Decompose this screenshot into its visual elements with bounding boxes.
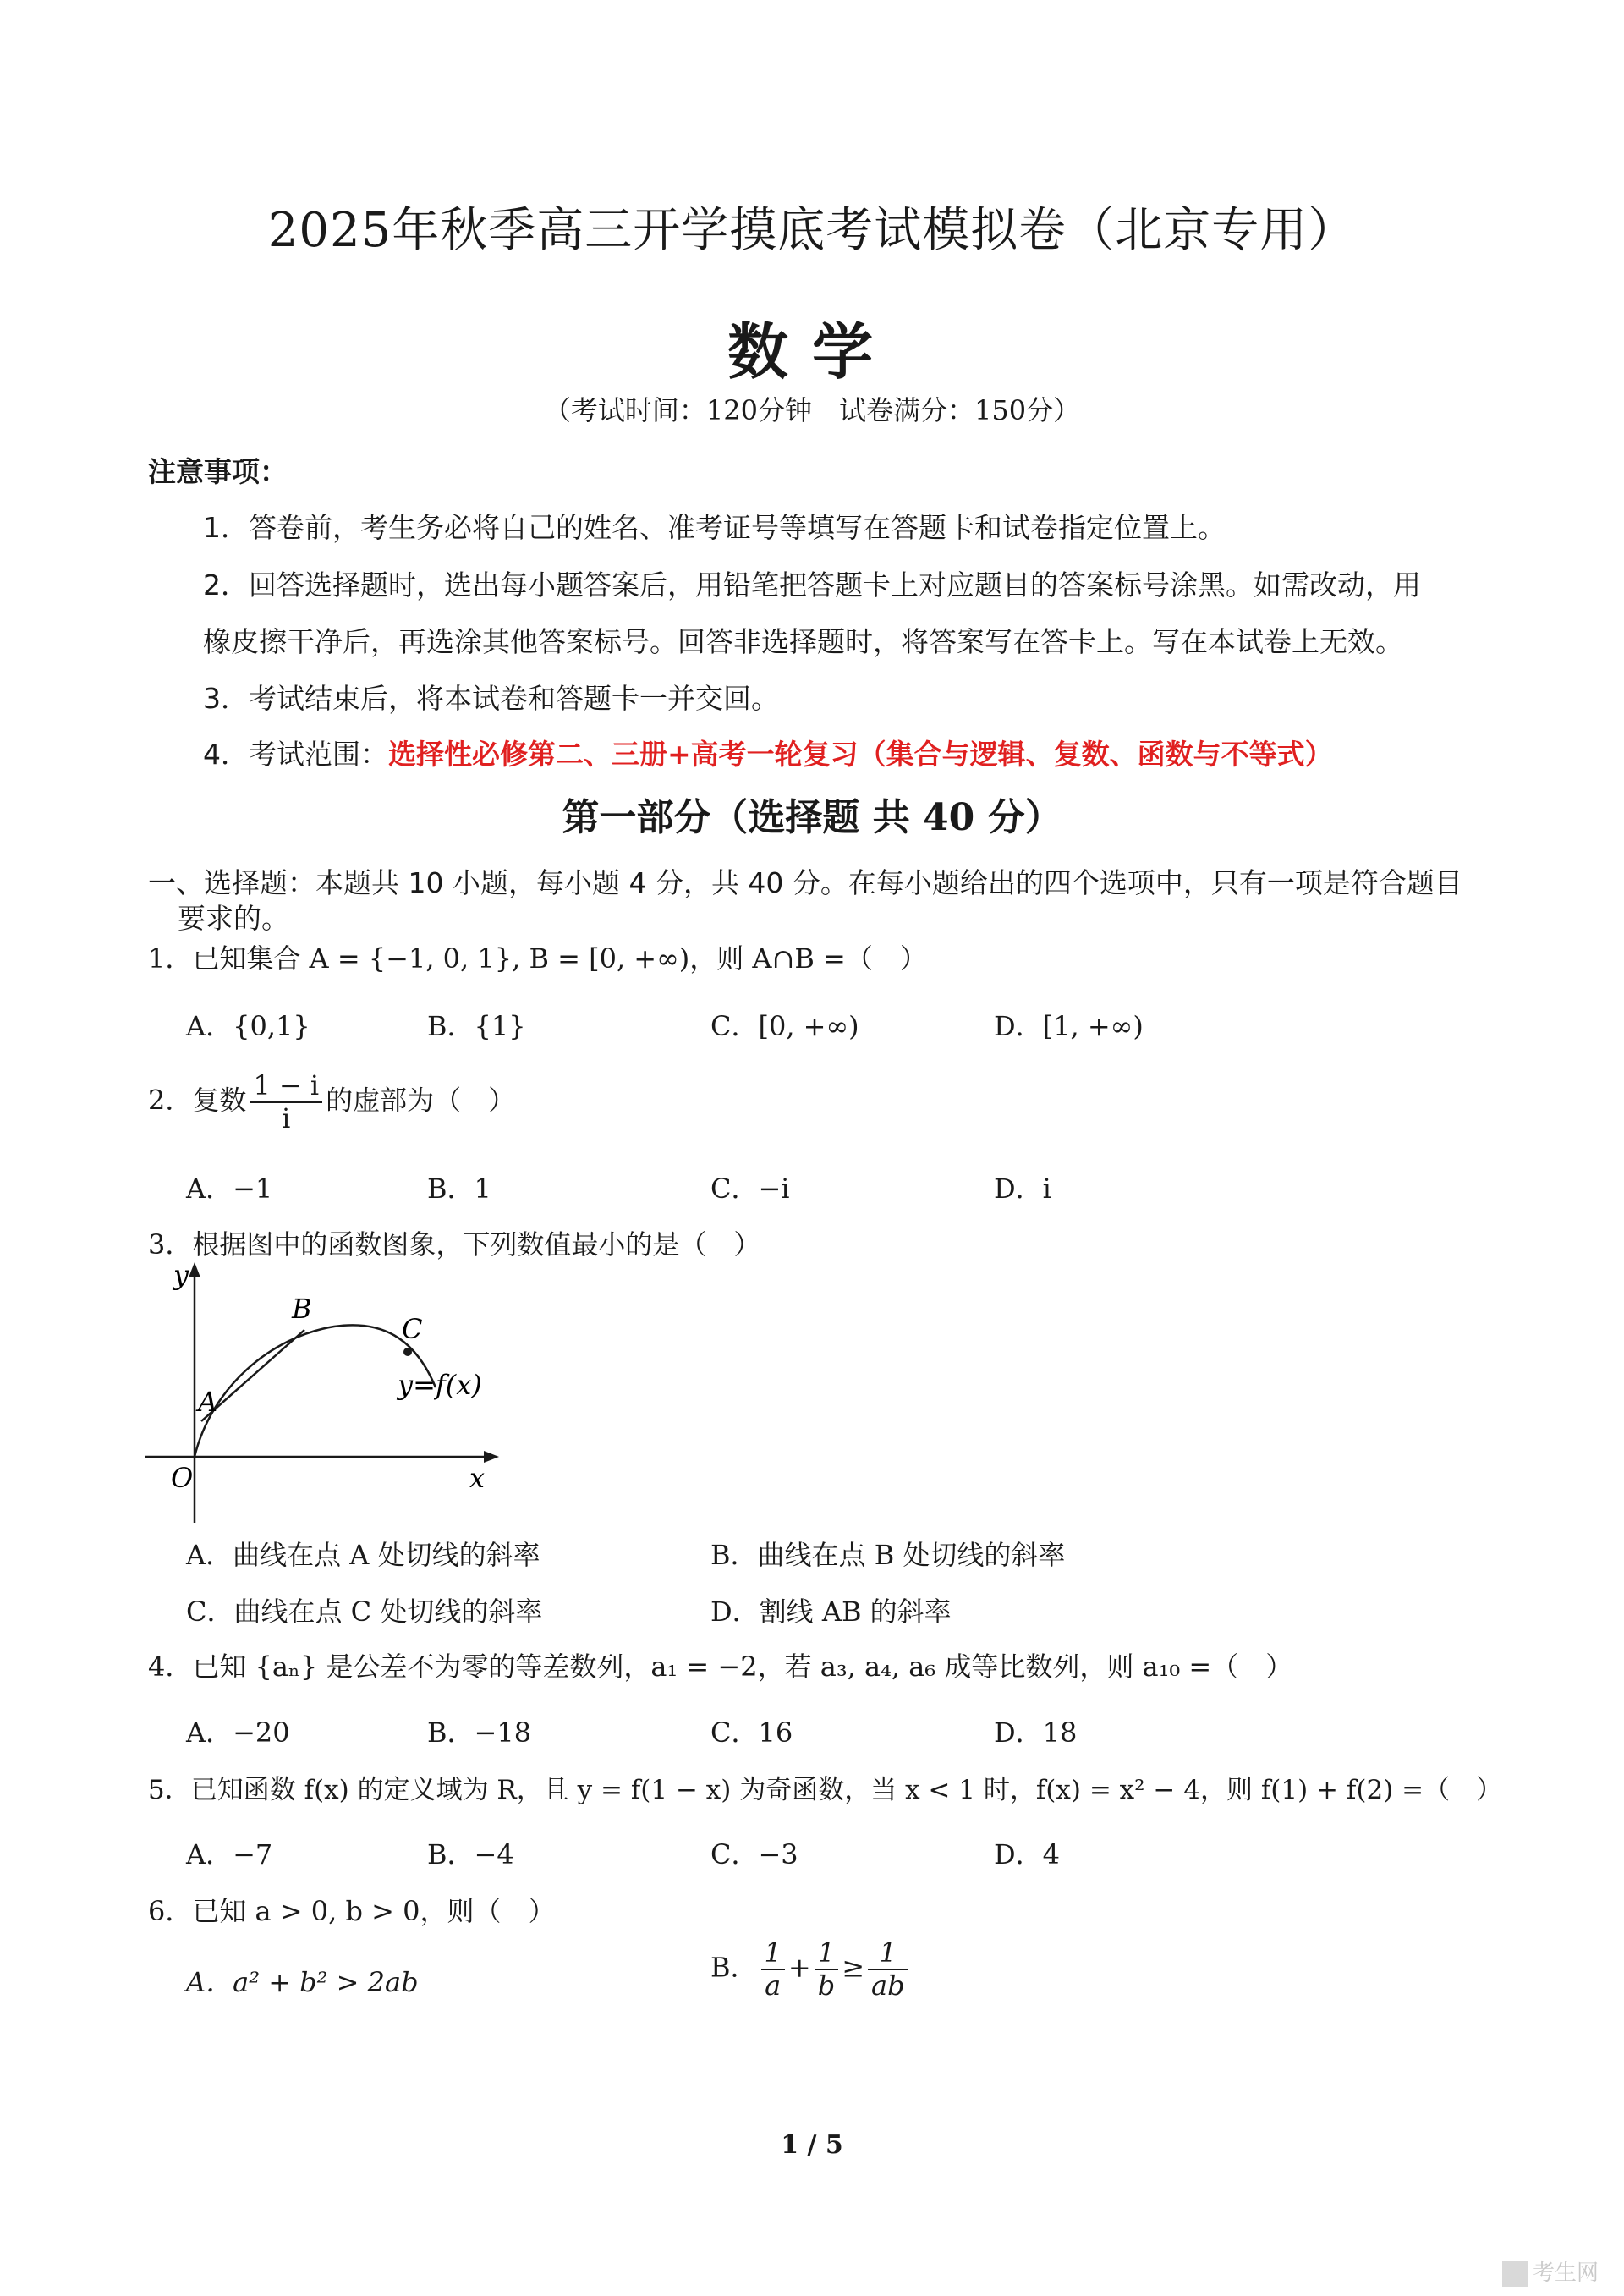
question-4-option-b: B．−18 (427, 1717, 532, 1749)
question-6-option-b-prefix: B． (710, 1951, 758, 1984)
watermark-logo-icon (1502, 2261, 1528, 2287)
fraction-2-numerator: 1 (815, 1937, 838, 1970)
question-2-stem (148, 1070, 515, 1134)
question-2-option-b: B．1 (427, 1173, 491, 1205)
question-3-option-a: A．曲线在点 A 处切线的斜率 (186, 1539, 540, 1571)
fraction-2-denominator: b (817, 1969, 836, 2002)
question-3-option-c: C．曲线在点 C 处切线的斜率 (186, 1596, 543, 1628)
page-number: 1 / 5 (781, 2130, 843, 2160)
point-c-marker (403, 1348, 412, 1356)
question-1-option-a: A．{0,1} (186, 1010, 310, 1042)
question-4-option-c: C．16 (710, 1717, 793, 1749)
question-5-option-b: B．−4 (427, 1838, 514, 1870)
fraction-1-over-b (815, 1937, 838, 2002)
question-4-stem: 4．已知 {aₙ} 是公差不为零的等差数列，a₁ = −2，若 a₃, a₄, a₆ 成等比数列，则 a₁₀ =（ ） (148, 1651, 1293, 1683)
section-intro-line-2: 要求的。 (178, 902, 289, 935)
fraction-1-numerator: 1 (761, 1937, 785, 1970)
question-2-fraction (250, 1070, 322, 1134)
watermark (1502, 2255, 1599, 2287)
question-3-option-b: B．曲线在点 B 处切线的斜率 (710, 1539, 1066, 1571)
fraction-1-over-ab (868, 1937, 908, 2002)
question-2-prefix: 2．复数 (148, 1084, 247, 1117)
point-a-label: A (198, 1386, 218, 1418)
point-b-label: B (292, 1293, 312, 1325)
question-2-denominator: i (282, 1101, 291, 1134)
exam-title: 2025年秋季高三开学摸底考试模拟卷（北京专用） (267, 203, 1357, 258)
notice-item-4-prefix: 4．考试范围： (203, 738, 388, 771)
y-axis-arrow-icon (189, 1262, 200, 1277)
curve-label: y=f(x) (398, 1369, 482, 1401)
x-axis-arrow-icon (484, 1451, 499, 1463)
notice-heading: 注意事项： (148, 455, 288, 488)
notice-item-3: 3．考试结束后，将本试卷和答题卡一并交回。 (203, 682, 779, 715)
question-3-stem: 3．根据图中的函数图象，下列数值最小的是（ ） (148, 1228, 761, 1261)
question-2-suffix: 的虚部为（ ） (326, 1084, 516, 1117)
fraction-3-denominator: ab (871, 1969, 905, 2002)
exam-scope: 选择性必修第二、三册+高考一轮复习（集合与逻辑、复数、函数与不等式） (388, 738, 1333, 771)
question-6-option-a: A．a² + b² > 2ab (186, 1966, 419, 1998)
section-intro-line-1: 一、选择题：本题共 10 小题，每小题 4 分，共 40 分。在每小题给出的四个选项中，只有一项是符合题目 (148, 866, 1462, 899)
question-2-option-a: A．−1 (186, 1173, 273, 1205)
notice-item-1: 1．答卷前，考生务必将自己的姓名、准考证号等填写在答题卡和试卷指定位置上。 (203, 511, 1226, 544)
question-6-stem: 6．已知 a > 0, b > 0，则（ ） (148, 1895, 556, 1927)
origin-label: O (171, 1462, 194, 1494)
notice-item-2-line-2: 橡皮擦干净后，再选涂其他答案标号。回答非选择题时，将答案写在答卡上。写在本试卷上无效。 (203, 625, 1403, 658)
exam-info: （考试时间：120分钟 试卷满分：150分） (543, 394, 1081, 426)
question-4-option-a: A．−20 (186, 1717, 290, 1749)
fraction-1-denominator: a (765, 1969, 782, 2002)
notice-item-2-line-1: 2．回答选择题时，选出每小题答案后，用铅笔把答题卡上对应题目的答案标号涂黑。如需改动，用 (203, 569, 1421, 601)
subject-title: 数学 (727, 316, 897, 387)
fraction-1-over-a (761, 1937, 785, 2002)
question-5-option-c: C．−3 (710, 1838, 798, 1870)
question-6-option-b (710, 1937, 912, 2002)
watermark-text: 考生网 (1532, 2260, 1599, 2286)
question-5-stem: 5．已知函数 f(x) 的定义域为 R，且 y = f(1 − x) 为奇函数，当 x < 1 时，f(x) = x² − 4，则 f(1) + f(2) =（ ） (148, 1775, 1503, 1805)
question-2-option-d: D．i (994, 1173, 1051, 1205)
greater-equal-sign: ≥ (842, 1951, 864, 1984)
function-graph (135, 1261, 508, 1531)
question-1-option-d: D．[1, +∞) (994, 1010, 1144, 1042)
question-1-stem: 1．已知集合 A = {−1, 0, 1}, B = [0, +∞)，则 A∩B =（ ） (148, 942, 927, 975)
question-2-numerator: 1 − i (250, 1070, 322, 1103)
plus-sign: + (787, 1951, 811, 1984)
question-3-option-d: D．割线 AB 的斜率 (710, 1596, 952, 1628)
fraction-3-numerator: 1 (868, 1937, 908, 1970)
question-4-option-d: D．18 (994, 1717, 1078, 1749)
notice-item-4 (203, 733, 1333, 772)
section-title: 第一部分（选择题 共 40 分） (562, 796, 1062, 839)
question-2-option-c: C．−i (710, 1173, 790, 1205)
question-5-option-a: A．−7 (186, 1838, 273, 1870)
point-c-label: C (402, 1313, 423, 1345)
y-axis-label: y (173, 1261, 189, 1291)
x-axis-label: x (469, 1462, 486, 1494)
question-5-option-d: D．4 (994, 1838, 1061, 1870)
question-1-option-b: B．{1} (427, 1010, 526, 1042)
question-1-option-c: C．[0, +∞) (710, 1010, 859, 1042)
